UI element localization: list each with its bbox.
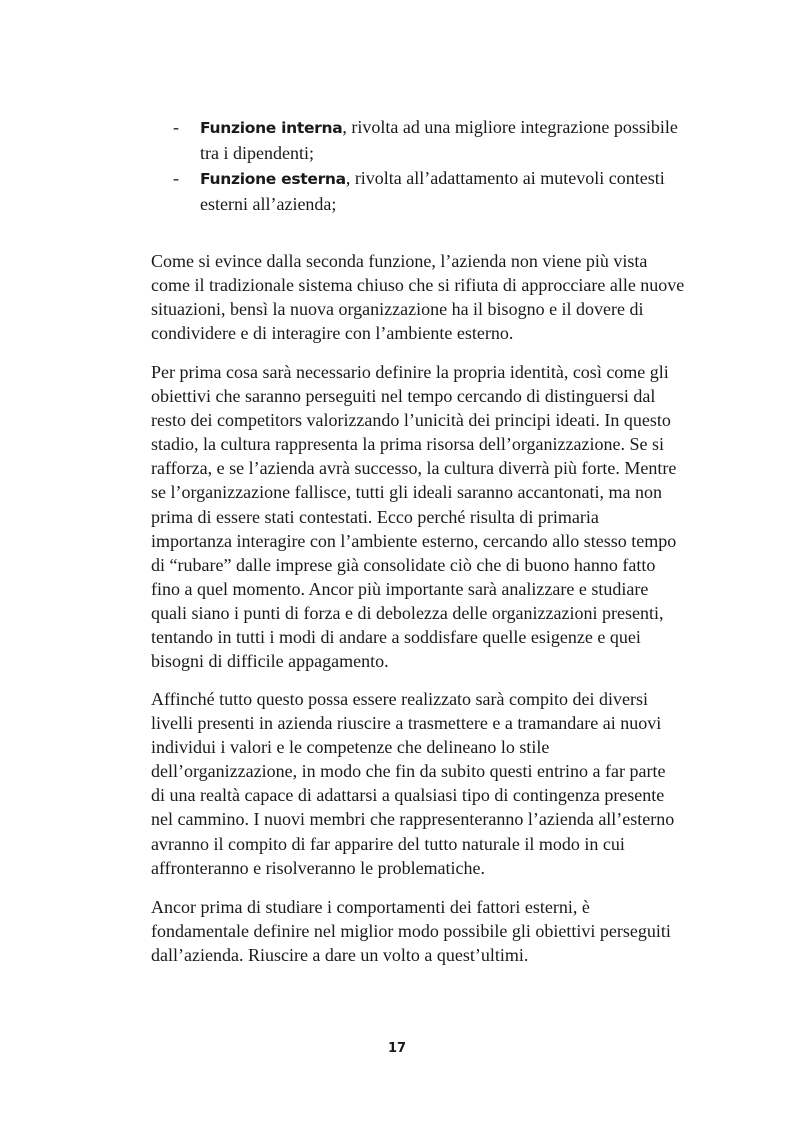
text-line: rafforza, e se l’azienda avrà successo, la cultura diverrà più forte. Mentre [151,458,677,479]
text-line: se l’organizzazione fallisce, tutti gli ideali saranno accantonati, ma non [151,482,662,503]
text-line: livelli presenti in azienda riuscire a trasmettere e a tramandare ai nuovi [151,713,662,734]
paragraph-3 [151,687,691,880]
list-item-line: esterni all’azienda; [200,194,337,214]
text-line: affronteranno e risolveranno le problematiche. [151,857,486,878]
text-line: individui i valori e le competenze che delineano lo stile [151,737,550,758]
function-list [173,115,693,217]
term-external-function: Funzione esterna [200,170,346,188]
term-internal-function: Funzione interna [200,119,343,137]
text-line: fino a quel momento. Ancor più importante sarà analizzare e studiare [151,578,649,599]
text-line: importanza interagire con l’ambiente esterno, cercando allo stesso tempo [151,530,677,551]
list-item-text: , rivolta all’adattamento ai mutevoli contesti [345,168,665,188]
text-line: dall’azienda. Riuscire a dare un volto a quest’ultimi. [151,945,529,966]
bullet-dash: - [173,117,179,137]
text-line: nel cammino. I nuovi membri che rappresenteranno l’azienda all’esterno [151,809,675,830]
text-line: avranno il compito di far apparire del tutto naturale il modo in cui [151,833,625,854]
list-item-internal-function [173,115,693,166]
paragraph-4 [151,895,691,967]
text-line: Ancor prima di studiare i comportamenti dei fattori esterni, è [151,897,590,917]
text-line: prima di essere stati contestati. Ecco perché risulta di primaria [151,506,599,527]
paragraph-1 [151,249,691,345]
text-line: Affinché tutto questo possa essere realizzato sarà compito dei diversi [151,689,649,709]
list-item-line [200,166,693,192]
text-line: situazioni, bensì la nuova organizzazione ha il bisogno e il dovere di [151,299,644,320]
page-number: 17 [387,1041,407,1056]
text-line: obiettivi che saranno perseguiti nel tempo cercando di distinguersi dal [151,386,656,407]
text-line: stadio, la cultura rappresenta la prima risorsa dell’organizzazione. Se si [151,434,664,455]
list-item-line: tra i dipendenti; [200,143,314,163]
text-line: resto dei competitors valorizzando l’unicità dei principi ideati. In questo [151,410,671,431]
list-item-text: , rivolta ad una migliore integrazione possibile [342,117,678,137]
text-line: di una realtà capace di adattarsi a qualsiasi tipo di contingenza presente [151,785,665,806]
text-line: bisogni di difficile appagamento. [151,651,389,672]
text-line: Per prima cosa sarà necessario definire la propria identità, così come gli [151,362,669,382]
text-line: dell’organizzazione, in modo che fin da subito questi entrino a far parte [151,761,666,782]
text-line: fondamentale definire nel miglior modo possibile gli obiettivi perseguiti [151,921,671,942]
text-line: condividere e di interagire con l’ambiente esterno. [151,323,514,344]
list-item-line [200,115,693,141]
text-line: quali siano i punti di forza e di debolezza delle organizzazioni presenti, [151,602,664,623]
text-line: come il tradizionale sistema chiuso che si rifiuta di approcciare alle nuove [151,275,685,296]
text-line: tentando in tutti i modi di andare a soddisfare quelle esigenze e quei [151,627,641,648]
paragraph-2 [151,360,691,673]
list-item-external-function [173,166,693,217]
text-line: Come si evince dalla seconda funzione, l’azienda non viene più vista [151,251,648,271]
bullet-dash: - [173,168,179,188]
text-line: di “rubare” dalle imprese già consolidate ciò che di buono hanno fatto [151,554,656,575]
